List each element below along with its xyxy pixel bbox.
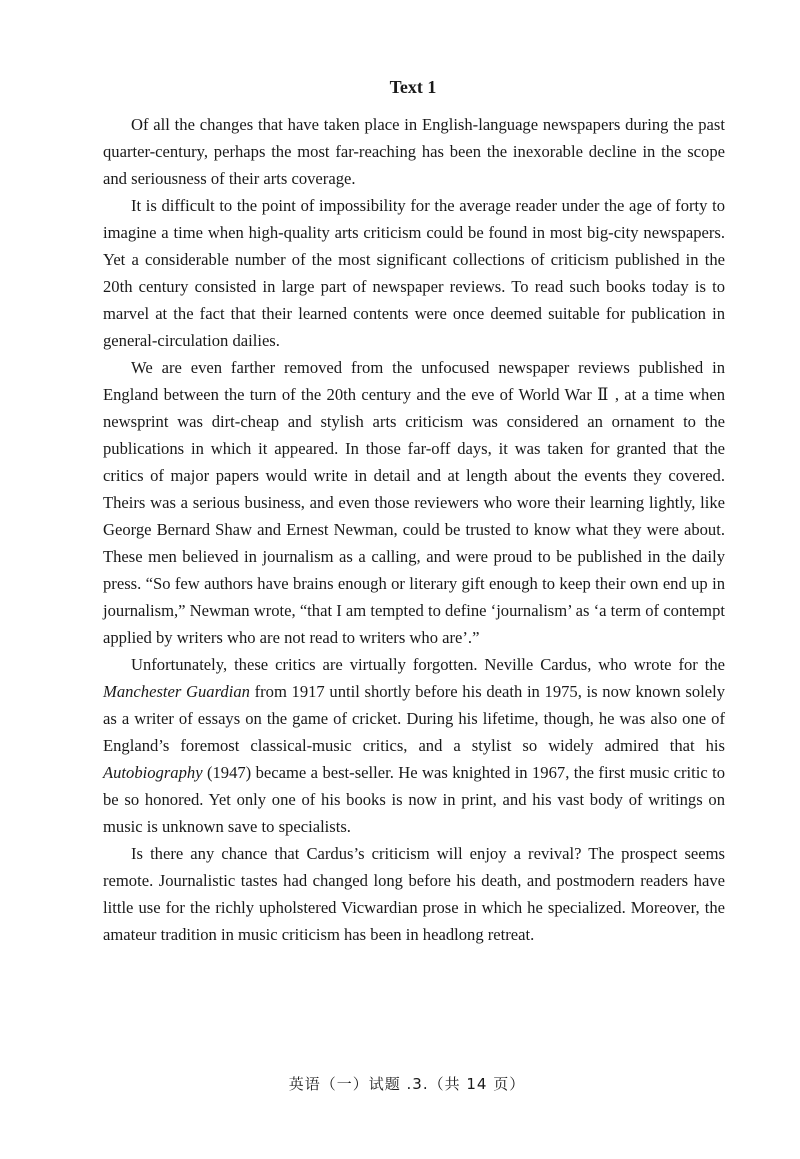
paragraph-1: Of all the changes that have taken place in English-language newspapers during the past quarter-century, perhaps the most far-reaching has been the inexorable decline in the scope and seriousness of their arts coverage. (103, 115, 725, 188)
paragraph-3: We are even farther removed from the unfocused newspaper reviews published in England between the turn of the 20th century and the eve of World War Ⅱ , at a time when newsprint was dirt-cheap and stylish arts criticism was considered an ornament to the publications in which it appeared. In those far-off days, it was taken for granted that the critics of major papers would write in detail and at length about the events they covered. Theirs was a serious business, and even those reviewers who wore their learning lightly, like George Bernard Shaw and Ernest Newman, could be trusted to know what they were about. These men believed in journalism as a calling, and were proud to be published in the daily press. “So few authors have brains enough or literary gift enough to keep their own end up in journalism,” Newman wrote, “that I am tempted to define ‘journalism’ as ‘a term of contempt applied by writers who are not read to writers who are’.” (103, 358, 725, 647)
paragraph-4 (103, 651, 725, 840)
paragraph-4-part-a: Unfortunately, these critics are virtually forgotten. Neville Cardus, who wrote for the (131, 655, 725, 674)
passage-body (103, 111, 725, 948)
paragraph-4-part-b: from 1917 until shortly before his death in 1975, is now known solely as a writer of essays on the game of cricket. During his lifetime, though, he was also one of England’s foremost classical-music critics, and a stylist so widely admired that his (103, 682, 726, 755)
paragraph-5: Is there any chance that Cardus’s criticism will enjoy a revival? The prospect seems remote. Journalistic tastes had changed long before his death, and postmodern readers have little use for the richly upholstered Vicwardian prose in which he specialized. Moreover, the amateur tradition in music criticism has been in headlong retreat. (103, 844, 725, 944)
page-footer: 英语（一）试题 .3.（共 14 页） (288, 1075, 526, 1093)
text-heading: Text 1 (389, 77, 437, 97)
newspaper-title: Manchester Guardian (103, 682, 250, 701)
book-title: Autobiography (103, 763, 203, 782)
paragraph-2: It is difficult to the point of impossibility for the average reader under the age of forty to imagine a time when high-quality arts criticism could be found in most big-city newspapers. Yet a considerable number of the most significant collections of criticism published in the 20th century consisted in large part of newspaper reviews. To read such books today is to marvel at the fact that their learned contents were once deemed suitable for publication in general-circulation dailies. (103, 196, 725, 350)
paragraph-4-part-c: (1947) became a best-seller. He was knighted in 1967, the first music critic to be so honored. Yet only one of his books is now in print, and his vast body of writings on music is unknown save to specialists. (103, 763, 725, 836)
